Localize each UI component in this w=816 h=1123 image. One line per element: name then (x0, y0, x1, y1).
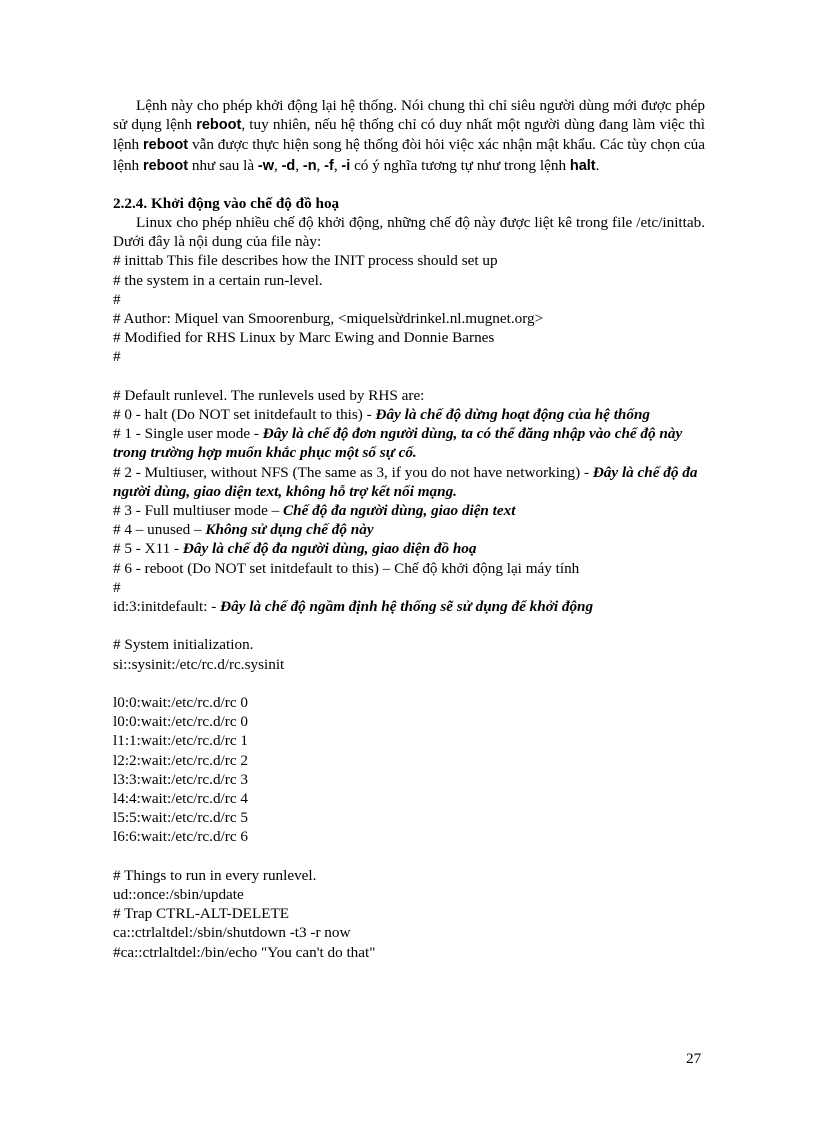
command-reboot: reboot (143, 137, 189, 154)
intro-text: như sau là (188, 156, 258, 174)
intro-text: Lệnh này cho phép khởi động lại hệ thống. Nói chung thì chỉ siêu người dùng mới được phép sử dụng lệnh (113, 97, 705, 134)
runlevel-note: Chế độ đa người dùng, giao diện text (283, 502, 516, 520)
blank-line (113, 847, 705, 866)
page-number: 27 (686, 1050, 702, 1067)
option-f: -f (324, 157, 334, 174)
rc-line: l4:4:wait:/etc/rc.d/rc 4 (113, 790, 248, 808)
code-line: # System initialization. (113, 636, 254, 654)
option-w: -w (257, 157, 274, 174)
intro-paragraph (113, 96, 705, 176)
runlevel-2 (113, 463, 705, 501)
code-text: # 3 - Full multiuser mode – (113, 502, 284, 520)
code-line: # Things to run in every runlevel. (113, 866, 317, 884)
rc-line: l0:0:wait:/etc/rc.d/rc 0 (113, 713, 248, 731)
command-halt: halt (569, 157, 596, 174)
command-reboot: reboot (196, 117, 242, 134)
intro-text: , tuy nhiên, nếu hệ thống chỉ có duy nhất một người dùng đang làm việc thì lệnh (113, 116, 705, 154)
section-intro: Linux cho phép nhiều chế độ khởi động, những chế độ này được liệt kê trong file /etc/inittab. Dưới đây là nội dung của file này: (113, 214, 705, 251)
rc-line: l2:2:wait:/etc/rc.d/rc 2 (113, 751, 248, 769)
section-heading: 2.2.4. Khởi động vào chế độ đồ hoạ (113, 194, 340, 212)
rc-line: l0:0:wait:/etc/rc.d/rc 0 (113, 694, 248, 712)
inittab-listing (113, 251, 705, 961)
intro-text: vẫn được thực hiện song hệ thống đòi hỏi việc xác nhận mật khẩu. Các tùy chọn của lệnh (113, 136, 706, 174)
code-line: # Default runlevel. The runlevels used by RHS are: (113, 386, 425, 404)
code-line: # Trap CTRL-ALT-DELETE (113, 905, 290, 923)
runlevel-3 (113, 501, 705, 520)
code-line: si::sysinit:/etc/rc.d/rc.sysinit (113, 655, 285, 673)
option-d: -d (281, 157, 296, 174)
code-line: # Author: Miquel van Smoorenburg, <miquelsừdrinkel.nl.mugnet.org> (113, 310, 544, 328)
code-line: # inittab This file describes how the INIT process should set up (113, 252, 498, 270)
code-line: # the system in a certain run-level. (113, 271, 323, 289)
separator: , (295, 156, 303, 174)
code-line: ud::once:/sbin/update (113, 886, 244, 904)
code-line: # (113, 348, 121, 366)
runlevel-1 (113, 424, 705, 462)
intro-text: có ý nghĩa tương tự như trong lệnh (350, 156, 570, 174)
separator: , (273, 156, 282, 174)
separator: , (333, 156, 342, 174)
initdefault-line (113, 597, 705, 616)
code-text: # 0 - halt (Do NOT set initdefault to this) - (113, 406, 376, 424)
runlevel-note: Đây là chế độ đa người dùng, giao diện text, không hỗ trợ kết nối mạng. (113, 463, 702, 500)
code-line: ca::ctrlaltdel:/sbin/shutdown -t3 -r now (113, 924, 351, 942)
document-page (113, 96, 705, 962)
code-text: # 4 – unused – (113, 521, 206, 539)
runlevel-note: Đây là chế độ đơn người dùng, ta có thể đăng nhập vào chế độ này trong trường hợp muốn khắc phục một số sự cố. (113, 425, 686, 462)
initdefault-note: Đây là chế độ ngầm định hệ thống sẽ sử dụng để khởi động (220, 598, 594, 616)
runlevel-note: Đây là chế độ đa người dùng, giao diện đồ hoạ (182, 540, 477, 558)
rc-line: l1:1:wait:/etc/rc.d/rc 1 (113, 732, 248, 750)
runlevel-note: Không sử dụng chế độ này (205, 521, 374, 539)
blank-line (113, 616, 705, 635)
intro-text: . (595, 156, 600, 174)
option-n: -n (302, 157, 317, 174)
code-line: # Modified for RHS Linux by Marc Ewing and Donnie Barnes (113, 329, 495, 347)
blank-line (113, 674, 705, 693)
runlevel-5 (113, 539, 705, 558)
code-text: # 1 - Single user mode - (113, 425, 263, 443)
rc-line: l6:6:wait:/etc/rc.d/rc 6 (113, 828, 248, 846)
blank-line (113, 367, 705, 386)
code-text: # 5 - X11 - (113, 540, 183, 558)
code-text: id:3:initdefault: - (113, 598, 221, 616)
runlevel-note: Đây là chế độ dừng hoạt động của hệ thống (375, 406, 651, 424)
separator: , (316, 156, 325, 174)
code-line: #ca::ctrlaltdel:/bin/echo "You can't do that" (113, 943, 376, 961)
code-line: # (113, 290, 121, 308)
runlevel-4 (113, 520, 705, 539)
rc-line: l3:3:wait:/etc/rc.d/rc 3 (113, 770, 248, 788)
option-i: -i (341, 157, 351, 174)
runlevel-0 (113, 405, 705, 424)
runlevel-6: # 6 - reboot (Do NOT set initdefault to this) – Chế độ khởi động lại máy tính (113, 559, 580, 577)
rc-line: l5:5:wait:/etc/rc.d/rc 5 (113, 809, 248, 827)
command-reboot: reboot (142, 157, 189, 174)
code-text: # 2 - Multiuser, without NFS (The same as 3, if you do not have networking) - (113, 463, 593, 481)
code-line: # (113, 578, 121, 596)
